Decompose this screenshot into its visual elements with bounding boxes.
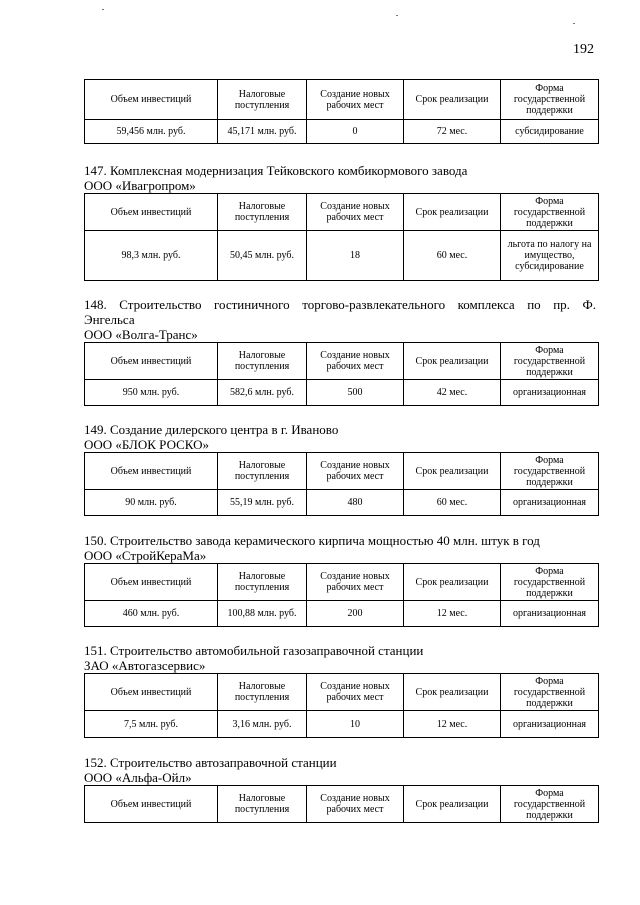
cell-tax: 100,88 млн. руб. [218, 601, 307, 627]
table-header-row [85, 786, 599, 823]
cell-term: 60 мес. [404, 231, 501, 281]
header-term: Срок реализации [404, 80, 501, 120]
header-jobs: Создание новых рабочих мест [307, 786, 404, 823]
project-150-company: ООО «СтройКераМа» [84, 548, 207, 563]
header-support: Форма государственной поддержки [501, 453, 599, 490]
cell-jobs: 200 [307, 601, 404, 627]
header-jobs: Создание новых рабочих мест [307, 80, 404, 120]
cell-investment: 98,3 млн. руб. [85, 231, 218, 281]
investment-table-148 [84, 342, 599, 406]
cell-jobs: 0 [307, 120, 404, 144]
cell-support: организационная [501, 490, 599, 516]
investment-table-146 [84, 79, 599, 144]
cell-tax: 3,16 млн. руб. [218, 711, 307, 738]
project-148-title-line2: Энгельса [84, 312, 135, 327]
cell-support: субсидирование [501, 120, 599, 144]
header-support: Форма государственной поддержки [501, 343, 599, 380]
cell-investment: 59,456 млн. руб. [85, 120, 218, 144]
table-row [85, 380, 599, 406]
cell-investment: 460 млн. руб. [85, 601, 218, 627]
cell-investment: 7,5 млн. руб. [85, 711, 218, 738]
cell-term: 12 мес. [404, 601, 501, 627]
scan-speck [573, 23, 575, 24]
header-support: Форма государственной поддержки [501, 564, 599, 601]
cell-support: организационная [501, 601, 599, 627]
header-term: Срок реализации [404, 194, 501, 231]
cell-investment: 950 млн. руб. [85, 380, 218, 406]
header-support: Форма государственной поддержки [501, 674, 599, 711]
project-149-title: 149. Создание дилерского центра в г. Иваново [84, 422, 339, 437]
investment-table-152 [84, 785, 599, 823]
header-term: Срок реализации [404, 453, 501, 490]
cell-tax: 55,19 млн. руб. [218, 490, 307, 516]
project-151-title: 151. Строительство автомобильной газозаправочной станции [84, 643, 424, 658]
cell-term: 72 мес. [404, 120, 501, 144]
project-148-title-line1: 148. Строительство гостиничного торгово-развлекательного комплекса по пр. Ф. [84, 297, 596, 312]
project-150-title: 150. Строительство завода керамического кирпича мощностью 40 млн. штук в год [84, 533, 540, 548]
header-jobs: Создание новых рабочих мест [307, 343, 404, 380]
header-investment: Объем инвестиций [85, 674, 218, 711]
project-147-title: 147. Комплексная модернизация Тейковского комбикормового завода [84, 163, 468, 178]
cell-jobs: 480 [307, 490, 404, 516]
project-149-company: ООО «БЛОК РОСКО» [84, 437, 210, 452]
header-jobs: Создание новых рабочих мест [307, 564, 404, 601]
table-header-row [85, 453, 599, 490]
project-151-company: ЗАО «Автогазсервис» [84, 658, 206, 673]
project-147-company: ООО «Ивагропром» [84, 178, 196, 193]
table-row [85, 711, 599, 738]
header-tax: Налоговые поступления [218, 453, 307, 490]
header-term: Срок реализации [404, 674, 501, 711]
table-row [85, 601, 599, 627]
header-support: Форма государственной поддержки [501, 786, 599, 823]
table-row [85, 231, 599, 281]
cell-jobs: 18 [307, 231, 404, 281]
project-152-company: ООО «Альфа-Ойл» [84, 770, 192, 785]
header-investment: Объем инвестиций [85, 786, 218, 823]
header-jobs: Создание новых рабочих мест [307, 453, 404, 490]
header-tax: Налоговые поступления [218, 80, 307, 120]
scan-speck [396, 15, 398, 16]
table-row [85, 120, 599, 144]
cell-tax: 582,6 млн. руб. [218, 380, 307, 406]
header-investment: Объем инвестиций [85, 343, 218, 380]
header-investment: Объем инвестиций [85, 564, 218, 601]
header-tax: Налоговые поступления [218, 194, 307, 231]
header-jobs: Создание новых рабочих мест [307, 674, 404, 711]
header-tax: Налоговые поступления [218, 674, 307, 711]
header-term: Срок реализации [404, 343, 501, 380]
cell-jobs: 10 [307, 711, 404, 738]
table-header-row [85, 674, 599, 711]
cell-support: организационная [501, 380, 599, 406]
project-152-title: 152. Строительство автозаправочной станции [84, 755, 337, 770]
header-tax: Налоговые поступления [218, 786, 307, 823]
investment-table-150 [84, 563, 599, 627]
investment-table-151 [84, 673, 599, 738]
cell-term: 12 мес. [404, 711, 501, 738]
cell-term: 60 мес. [404, 490, 501, 516]
cell-investment: 90 млн. руб. [85, 490, 218, 516]
cell-support: организационная [501, 711, 599, 738]
table-header-row [85, 194, 599, 231]
header-support: Форма государственной поддержки [501, 194, 599, 231]
cell-tax: 50,45 млн. руб. [218, 231, 307, 281]
header-support: Форма государственной поддержки [501, 80, 599, 120]
project-148-company: ООО «Волга-Транс» [84, 327, 198, 342]
cell-support: льгота по налогу на имущество, субсидирование [501, 231, 599, 281]
header-jobs: Создание новых рабочих мест [307, 194, 404, 231]
table-header-row [85, 343, 599, 380]
investment-table-149 [84, 452, 599, 516]
cell-term: 42 мес. [404, 380, 501, 406]
cell-tax: 45,171 млн. руб. [218, 120, 307, 144]
header-investment: Объем инвестиций [85, 194, 218, 231]
scan-speck [102, 9, 104, 10]
header-tax: Налоговые поступления [218, 343, 307, 380]
cell-jobs: 500 [307, 380, 404, 406]
table-header-row [85, 564, 599, 601]
table-header-row [85, 80, 599, 120]
header-term: Срок реализации [404, 786, 501, 823]
table-row [85, 490, 599, 516]
investment-table-147 [84, 193, 599, 281]
header-investment: Объем инвестиций [85, 453, 218, 490]
header-investment: Объем инвестиций [85, 80, 218, 120]
header-tax: Налоговые поступления [218, 564, 307, 601]
page-number: 192 [573, 42, 594, 57]
header-term: Срок реализации [404, 564, 501, 601]
